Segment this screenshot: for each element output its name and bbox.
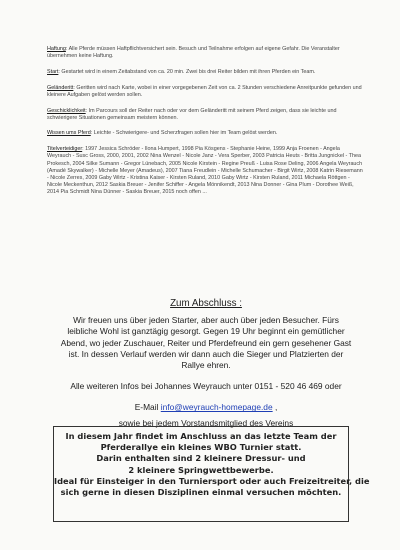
start-paragraph (47, 69, 365, 76)
wissen-text: : Leichte - Schwierigere- und Scherzfragen sollen hier im Team gelöst werden. (90, 130, 278, 137)
gelaenderitt-paragraph (47, 85, 365, 99)
abschluss-title: Zum Abschluss : (170, 298, 242, 309)
notice-line: 2 kleinere Springwettbewerbe. (128, 464, 274, 475)
contact-info: Alle weiteren Infos bei Johannes Weyrauch unter 0151 - 520 46 469 oder (70, 381, 342, 392)
geschicklichkeit-paragraph (47, 108, 365, 122)
wissen-heading: Wissen ums Pferd (47, 130, 91, 137)
abschluss-line: Wir freuen uns über jeden Starter, aber auch über jeden Besucher. Fürs (73, 315, 339, 326)
abschluss-line: Abend, wo jeder Zuschauer, Reiter und Pferdefreund ein gern gesehener Gast (60, 337, 352, 348)
email-link[interactable]: info@weyrauch-homepage.de (160, 402, 273, 413)
wissen-paragraph (47, 130, 365, 137)
notice-line: In diesem Jahr findet im Anschluss an das letzte Team der (65, 431, 337, 441)
notice-line: sich gerne in diesen Disziplinen einmal versuchen möchten. (60, 487, 342, 498)
titelverteidiger-text: : 1997 Jessica Schröder - Ilona Humpert, 1998 Pia Kösgens - Stephanie Heine, 1999 Anja Froenen - Angela Weyrauch - Susc Gross, 2000, 2001, 2002 Nina Wenzel - Nicole Janz - Vera Sperber, 2003 Patricia Heuts - Britta Jungnickel - Thea Prokesch, 2004 Silke Sumann - Gregor Lünebach, 2005 Nicole Kirstein - Regine Preuß - Luisa Rose Deling, 2006 Angela Weyrauch (Amadé Skywalker) - Michelle Meyer (Amadeus), 2007 Tiana Freudlein - Michelle Schumacher - Birgit Wirtz, 2008 Katrin Riesemann - Nicole Zerres, 2009 Gaby Wirtz - Kristina Kaiser - Kirsten Ruland, 2010 Gaby Wirtz - Kirsten Ruland, 2011 Michaela Röttgen - Nicole Meckenthun, 2012 Saskia Breuer - Jenifer Schiffer - Angela Mönnikendt, 2013 Nina Donner - Gina Plum - Dorothee Weiß, 2014 Pia Schmidt Nina Dünner - Saskia Breuer, 2015 noch offen ... (47, 146, 363, 196)
abschluss-line: Rallye ehren. (181, 360, 231, 371)
titelverteidiger-heading: Titelverteidiger (47, 146, 83, 153)
notice-line: Ideal für Einsteiger in den Turniersport oder auch Freizeitreiter, die (54, 475, 370, 486)
email-line (47, 402, 365, 413)
haftung-text: : Alle Pferde müssen Haftpflichtversichert sein. Besuch und Teilnahme erfolgen auf eigene Gefahr. Die Veranstalter übernehmen keine Haftung. (47, 46, 340, 60)
titelverteidiger-paragraph (47, 146, 365, 196)
email-suffix: , (272, 402, 278, 413)
haftung-paragraph (47, 46, 365, 60)
start-heading: Start (47, 68, 59, 75)
abschluss-line: ist. In dessen Verlauf werden wir dann auch die Sieger und Platzierten der (68, 348, 344, 359)
gelaenderitt-text: : Geritten wird nach Karte, wobei in einer vorgegebenen Zeit von ca. 2 Stunden verschiedene Anreitpunkte gefunden und kleinere Aufgaben gelöst werden sollen. (47, 84, 362, 98)
abschluss-section (47, 298, 365, 429)
tournament-notice-box (53, 426, 370, 522)
gelaenderitt-heading: Geländeritt (47, 84, 74, 91)
abschluss-line: leibliche Wohl ist ganztägig gesorgt. Gegen 19 Uhr beginnt ein gemütlicher (67, 326, 345, 337)
closing-line: sowie bei jedem Vorstandsmitglied des Vereins (118, 417, 294, 428)
geschicklichkeit-text: : Im Parcours soll der Reiter nach oder vor dem Geländeritt mit seinem Pferd zeigen, dass sie leichte und schwierigere Situationen gemeinsam meistern können. (47, 107, 337, 121)
rules-section (47, 46, 365, 205)
email-prefix: E-Mail (134, 402, 161, 413)
haftung-heading: Haftung (47, 46, 66, 52)
start-text: : Gestartet wird in einem Zeitabstand von ca. 20 min. Zwei bis drei Reiter bilden mit ihren Pferden ein Team. (58, 68, 316, 75)
notice-line: Darin enthalten sind 2 kleinere Dressur- und (96, 453, 306, 464)
geschicklichkeit-heading: Geschicklichkeit (47, 107, 86, 114)
notice-line: Pferderallye ein kleines WBO Turnier statt. (100, 442, 302, 453)
